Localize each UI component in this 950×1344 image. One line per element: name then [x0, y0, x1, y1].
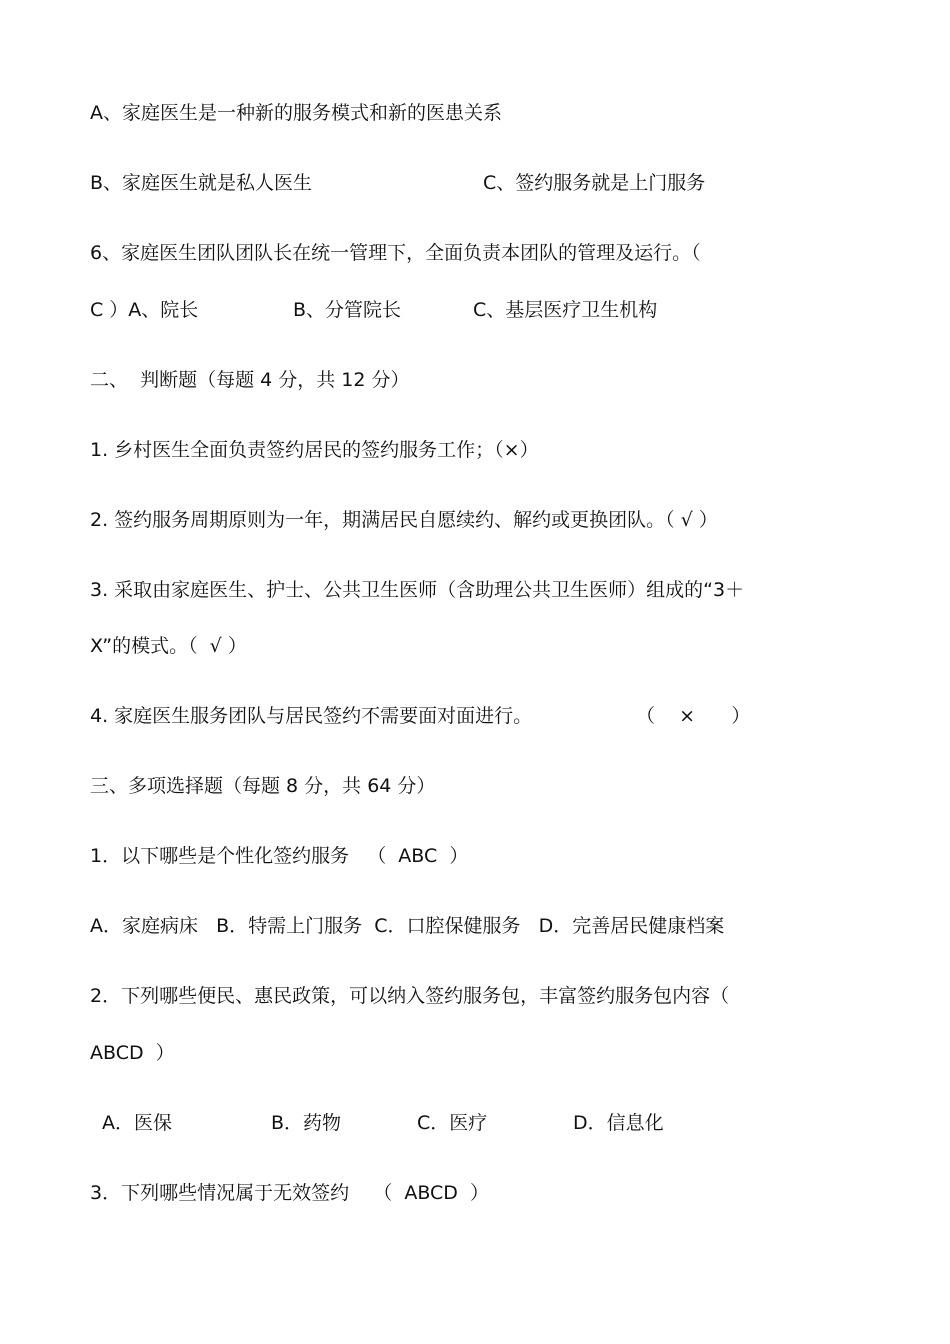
judgement-4: 4. 家庭医生服务团队与居民签约不需要面对面进行。: [90, 705, 533, 727]
question-6-option-c: C、基层医疗卫生机构: [473, 299, 658, 321]
mc-question-2: 2．下列哪些便民、惠民政策，可以纳入签约服务包，丰富签约服务包内容（: [90, 985, 730, 1007]
mc-question-2-option-c: C．医疗: [417, 1112, 488, 1134]
question-6-option-b: B、分管院长: [293, 299, 402, 321]
option-c: C、签约服务就是上门服务: [483, 172, 706, 194]
judgement-2: 2. 签约服务周期原则为一年，期满居民自愿续约、解约或更换团队。（ √ ）: [90, 509, 718, 531]
judgement-3-cont: X”的模式。（ √ ）: [90, 635, 247, 657]
judgement-1: 1. 乡村医生全面负责签约居民的签约服务工作；（×）: [90, 439, 539, 461]
mc-question-1-options: A．家庭病床 B．特需上门服务 C．口腔保健服务 D．完善居民健康档案: [90, 915, 725, 937]
judgement-4-answer: （ × ）: [636, 705, 751, 727]
mc-question-2-answer: ABCD ）: [90, 1042, 175, 1064]
mc-question-2-option-b: B．药物: [271, 1112, 342, 1134]
section-heading-multiple-choice: 三、多项选择题（每题 8 分，共 64 分）: [90, 775, 436, 797]
option-a: A、家庭医生是一种新的服务模式和新的医患关系: [90, 102, 502, 124]
mc-question-3: 3．下列哪些情况属于无效签约 （ ABCD ）: [90, 1182, 490, 1204]
question-6: 6、家庭医生团队团队长在统一管理下，全面负责本团队的管理及运行。（: [90, 242, 701, 264]
question-6-answer-option-a: C ）A、院长: [90, 299, 199, 321]
option-b: B、家庭医生就是私人医生: [90, 172, 313, 194]
judgement-3: 3. 采取由家庭医生、护士、公共卫生医师（含助理公共卫生医师）组成的“3＋: [90, 579, 745, 601]
mc-question-2-option-a: A．医保: [102, 1112, 172, 1134]
mc-question-2-option-d: D．信息化: [573, 1112, 664, 1134]
section-heading-judgement: 二、 判断题（每题 4 分，共 12 分）: [90, 369, 410, 391]
mc-question-1: 1．以下哪些是个性化签约服务 （ ABC ）: [90, 845, 469, 867]
